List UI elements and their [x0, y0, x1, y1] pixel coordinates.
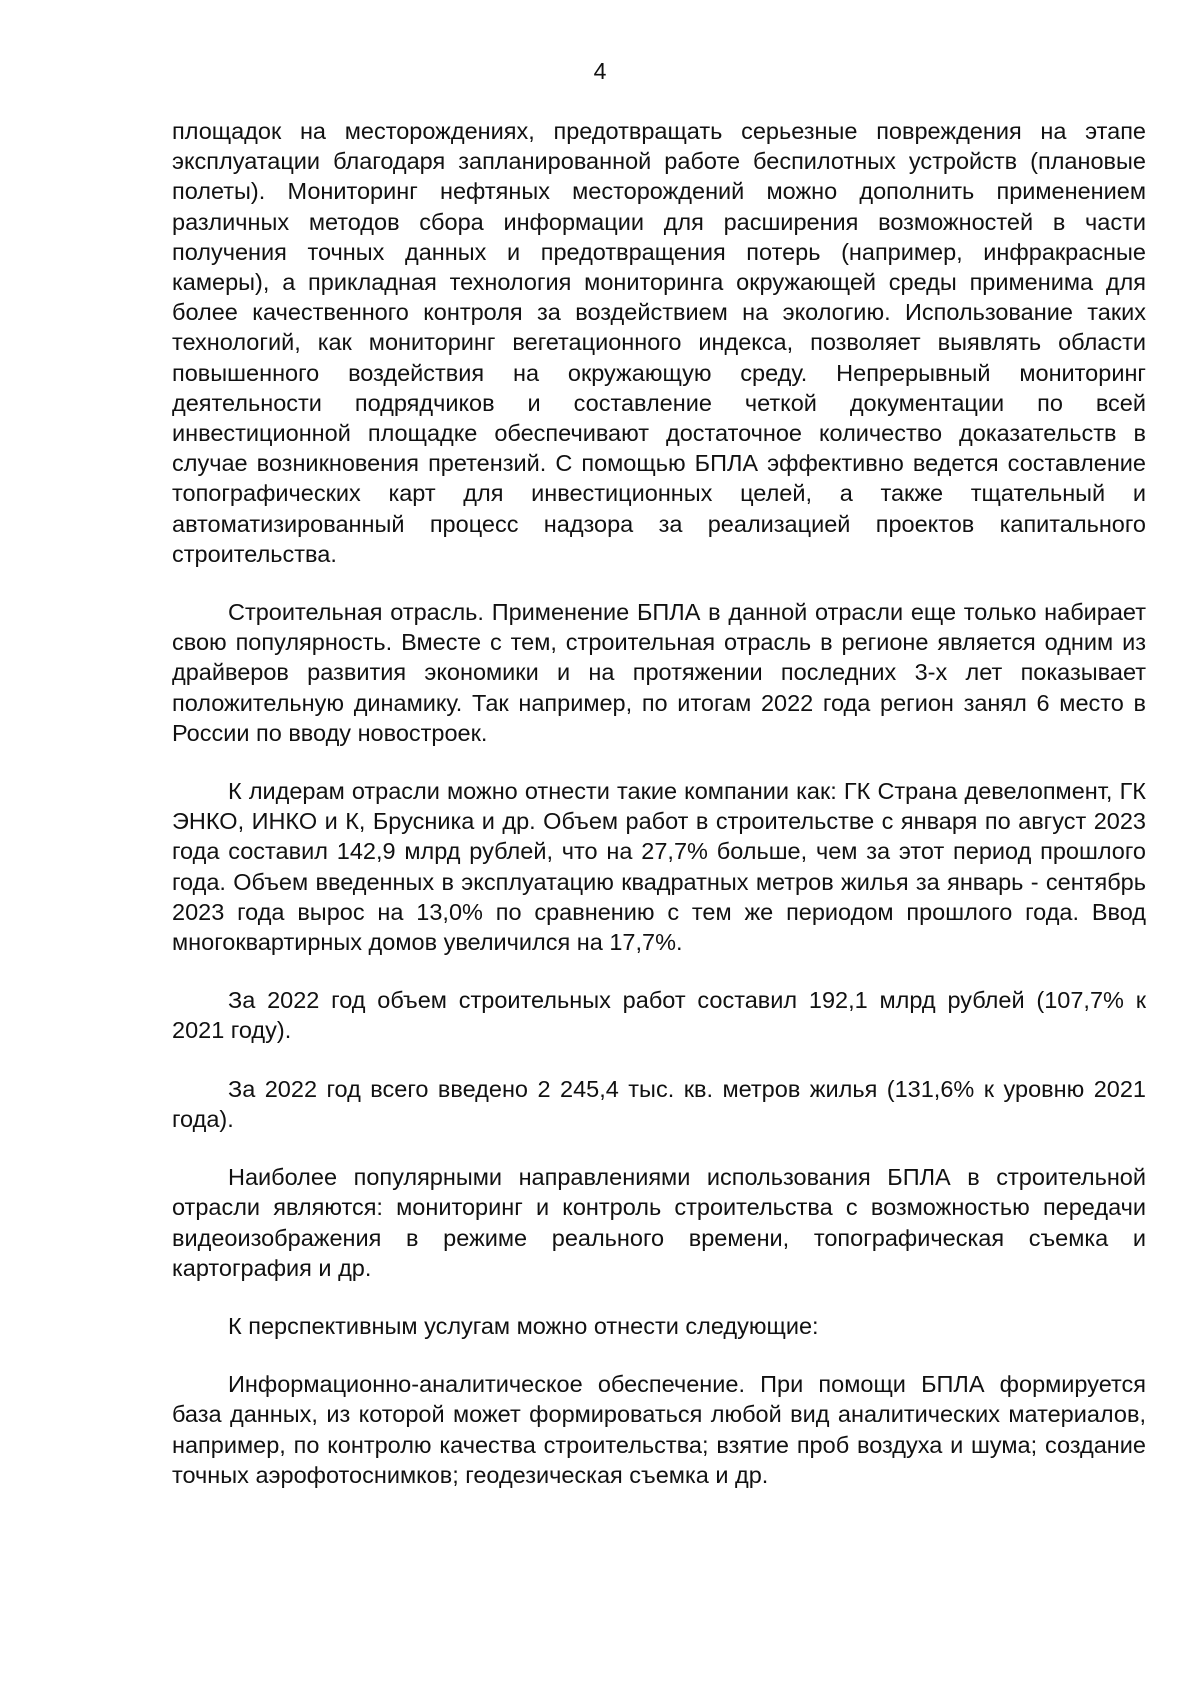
paragraph-prospective-services: К перспективным услугам можно отнести следующие:: [228, 1312, 819, 1339]
paragraph-oil-monitoring: площадок на месторождениях, предотвращать серьезные повреждения на этапе эксплуатации благодаря запланированной работе беспилотных устройств (плановые полеты). Мониторинг нефтяных месторождений можно дополнить применением различных методов сбора информации для расширения возможностей в части получения точных данных и предотвращения потерь (например, инфракрасные камеры), а прикладная технология мониторинга окружающей среды применима для более качественного контроля за воздействием на экологию. Использование таких технологий, как мониторинг вегетационного индекса, позволяет выявлять области повышенного воздействия на окружающую среду. Непрерывный мониторинг деятельности подрядчиков и составление четкой документации по всей инвестиционной площадке обеспечивают достаточное количество доказательств в случае возникновения претензий. С помощью БПЛА эффективно ведется составление топографических карт для инвестиционных целей, а также тщательный и автоматизированный процесс надзора за реализацией проектов капитального строительства.: [172, 118, 1146, 567]
document-body: [172, 116, 1146, 1518]
paragraph-popular-uav-uses: Наиболее популярными направлениями использования БПЛА в строительной отрасли являются: мониторинг и контроль строительства с возможностью передачи видеоизображения в режиме реального времени, топографическая съемка и картография и др.: [172, 1164, 1146, 1281]
page-number: 4: [593, 58, 607, 84]
paragraph-construction-industry: Строительная отрасль. Применение БПЛА в данной отрасли еще только набирает свою популярность. Вместе с тем, строительная отрасль в регионе является одним из драйверов развития экономики и на протяжении последних 3-х лет показывает положительную динамику. Так например, по итогам 2022 года регион занял 6 место в России по вводу новостроек.: [172, 599, 1146, 746]
paragraph-housing-2022: За 2022 год всего введено 2 245,4 тыс. кв. метров жилья (131,6% к уровню 2021 года).: [172, 1075, 1146, 1132]
paragraph-construction-volume-2022: За 2022 год объем строительных работ составил 192,1 млрд рублей (107,7% к 2021 году).: [172, 987, 1146, 1044]
paragraph-information-analytics: Информационно-аналитическое обеспечение. При помощи БПЛА формируется база данных, из которой может формироваться любой вид аналитических материалов, например, по контролю качества строительства; взятие проб воздуха и шума; создание точных аэрофотоснимков; геодезическая съемка и др.: [172, 1371, 1146, 1488]
paragraph-industry-leaders: К лидерам отрасли можно отнести такие компании как: ГК Страна девелопмент, ГК ЭНКО, ИНКО и К, Брусника и др. Объем работ в строительстве с января по август 2023 года составил 142,9 млрд рублей, что на 27,7% больше, чем за этот период прошлого года. Объем введенных в эксплуатацию квадратных метров жилья за январь - сентябрь 2023 года вырос на 13,0% по сравнению с тем же периодом прошлого года. Ввод многоквартирных домов увеличился на 17,7%.: [172, 778, 1146, 956]
